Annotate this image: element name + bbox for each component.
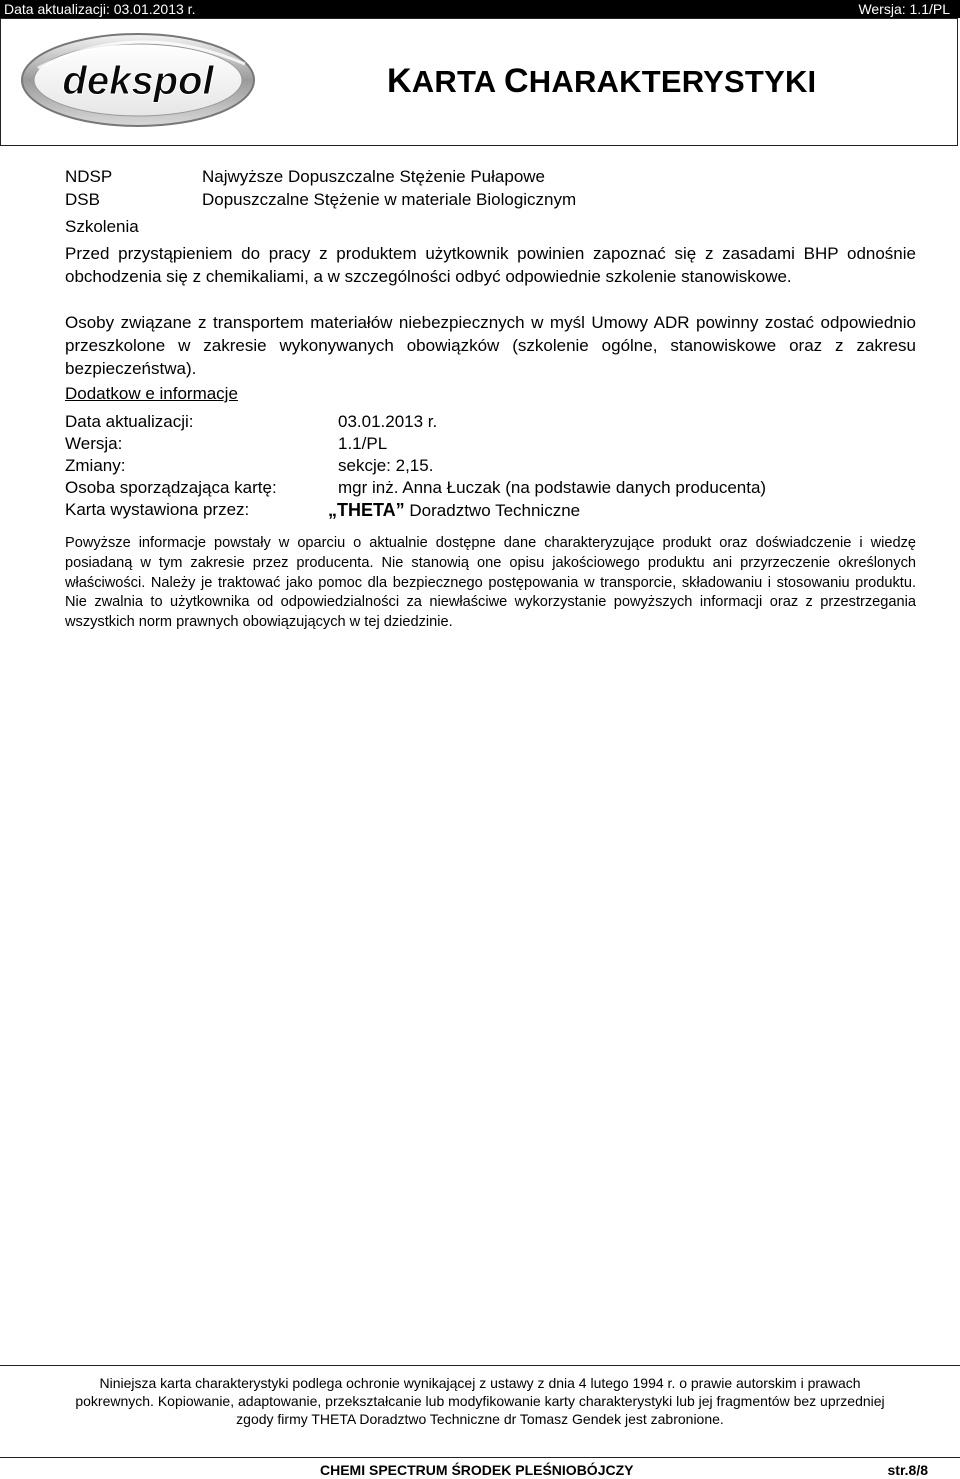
info-value-issuer	[328, 499, 580, 522]
copyright-line-3: zgody firmy THETA Doradztwo Techniczne dr Tomasz Gendek jest zabronione.	[236, 1411, 724, 1427]
training-heading: Szkolenia	[65, 217, 139, 236]
training-para-2: Osoby związane z transportem materiałów niebezpiecznych w myśl Umowy ADR powinny zostać odpowiednio przeszkolone w zakresie wykonywanych obowiązków (szkolenie ogólne, stanowiskowe oraz z zakresu bezpieczeństwa).	[65, 313, 916, 378]
product-name: CHEMI SPECTRUM ŚRODEK PLEŚNIOBÓJCZY	[320, 1462, 634, 1478]
info-value-version: 1.1/PL	[338, 434, 388, 453]
info-value-changes: sekcje: 2,15.	[338, 456, 434, 475]
issuer-brand: „THETA”	[328, 500, 405, 520]
info-label-issuer: Karta wystawiona przez:	[65, 500, 250, 519]
info-label-changes: Zmiany:	[65, 456, 126, 475]
page-title: KARTA CHARAKTERYSTYKI	[387, 62, 817, 100]
logo-text: dekspol	[62, 59, 214, 103]
additional-info-heading: Dodatkow e informacje	[65, 384, 238, 403]
top-bar	[0, 0, 960, 18]
abbr-ndsp: NDSP	[65, 167, 113, 186]
info-label-date: Data aktualizacji:	[65, 412, 194, 431]
dekspol-logo	[13, 24, 263, 132]
info-value-author: mgr inż. Anna Łuczak (na podstawie danych producenta)	[338, 478, 767, 497]
footer-divider-bottom	[0, 1457, 960, 1458]
abbr-ndsp-desc: Najwyższe Dopuszczalne Stężenie Pułapowe	[202, 167, 546, 186]
footer-divider-top	[0, 1365, 960, 1366]
abbr-dsb: DSB	[65, 190, 100, 209]
training-para-1: Przed przystąpieniem do pracy z produktem użytkownik powinien zapoznać się z zasadami BHP odnośnie obchodzenia się z chemikaliami, a w szczególności odbyć odpowiednie szkolenie stanowiskowe.	[65, 244, 916, 286]
info-value-date: 03.01.2013 r.	[338, 412, 438, 431]
update-date-label: Data aktualizacji: 03.01.2013 r.	[4, 1, 196, 17]
info-label-author: Osoba sporządzająca kartę:	[65, 478, 277, 497]
copyright-line-1: Niniejsza karta charakterystyki podlega ochronie wynikającej z ustawy z dnia 4 lutego 1994 r. o prawie autorskim i prawach	[99, 1375, 861, 1391]
info-label-version: Wersja:	[65, 434, 123, 453]
page-number: str.8/8	[887, 1462, 928, 1478]
version-label: Wersja: 1.1/PL	[858, 1, 950, 17]
copyright-line-2: pokrewnych. Kopiowanie, adaptowanie, przekształcanie lub modyfikowanie karty charakterystyki lub jej fragmentów bez uprzedniej	[75, 1393, 885, 1409]
disclaimer-paragraph: Powyższe informacje powstały w oparciu o aktualnie dostępne dane charakteryzujące produkt oraz doświadczenie i wiedzę posiadaną w tym zakresie przez producenta. Nie stanowią one opisu jakościowego produktu ani przyrzeczenie określonych właściwości. Należy je traktować jako pomoc dla bezpiecznego postępowania w transporcie, składowaniu i stosowaniu produktu. Nie zwalnia to użytkownika od odpowiedzialności za niewłaściwe wykorzystanie powyższych informacji oraz z przestrzegania wszystkich norm prawnych obowiązujących w tej dziedzinie.	[65, 535, 916, 631]
abbr-dsb-desc: Dopuszczalne Stężenie w materiale Biologicznym	[202, 190, 577, 209]
issuer-rest: Doradztwo Techniczne	[404, 501, 581, 520]
